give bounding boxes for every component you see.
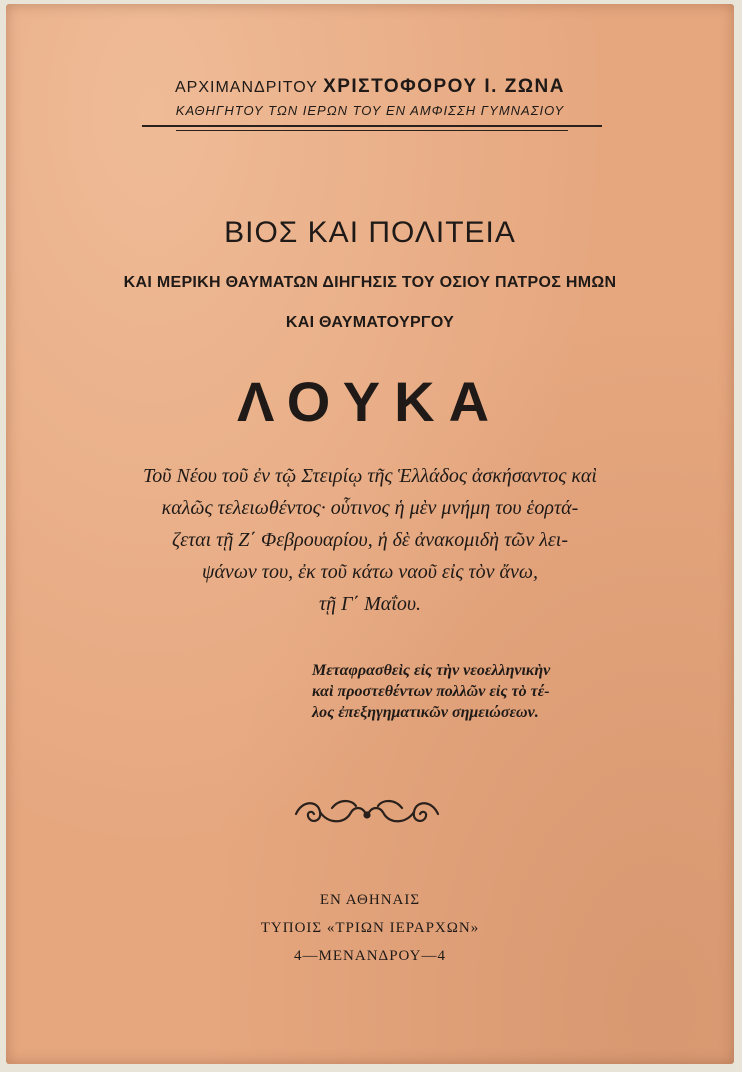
imprint-place: ΕΝ ΑΘΗΝΑΙΣ <box>319 892 421 908</box>
description-line: Τοῦ Νέου τοῦ ἐν τῷ Στειρίῳ τῆς Ἑλλάδος ἀσκήσαντος καὶ <box>143 465 597 487</box>
description-line: ζεται τῇ Ζ΄ Φεβρουαρίου, ἡ δὲ ἀνακομιδὴ τῶν λει- <box>171 529 569 551</box>
author-title: ΚΑΘΗΓΗΤΟΥ ΤΩΝ ΙΕΡΩΝ ΤΟΥ ΕΝ ΑΜΦΙΣΣΗ ΓΥΜΝΑΣΙΟΥ <box>175 103 565 118</box>
title-main: ΒΙΟΣ ΚΑΙ ΠΟΛΙΤΕΙΑ <box>224 216 516 249</box>
book-cover <box>6 4 734 1064</box>
header-rule-thin <box>176 130 568 131</box>
description-line: τῇ Γ΄ Μαΐου. <box>318 593 421 615</box>
author-line <box>6 76 734 98</box>
description-line: ψάνων του, ἐκ τοῦ κάτω ναοῦ εἰς τὸν ἄνω, <box>202 561 538 583</box>
header-rule <box>142 125 602 127</box>
author-name: ΧΡΙΣΤΟΦΟΡΟΥ Ι. ΖΩΝΑ <box>323 76 565 97</box>
imprint-address: 4—ΜΕΝΑΝΔΡΟΥ—4 <box>294 948 446 964</box>
translation-note <box>312 660 642 723</box>
description-line: καλῶς τελειωθέντος· οὗτινος ἡ μὲν μνήμη του ἑορτά- <box>161 497 579 519</box>
scroll-flourish-icon <box>292 794 442 839</box>
note-line: λος ἐπεξηγηματικῶν σημειώσεων. <box>312 704 539 721</box>
note-line: καὶ προστεθέντων πολλῶν εἰς τὸ τέ- <box>312 683 550 700</box>
author-prefix: ΑΡΧΙΜΑΝΔΡΙΤΟΥ <box>174 79 318 96</box>
imprint-printer: ΤΥΠΟΙΣ «ΤΡΙΩΝ ΙΕΡΑΡΧΩΝ» <box>260 920 480 936</box>
title-subtitle-line2: ΚΑΙ ΘΑΥΜΑΤΟΥΡΓΟΥ <box>285 314 455 331</box>
description <box>6 460 734 620</box>
title-subtitle-line1: ΚΑΙ ΜΕΡΙΚΗ ΘΑΥΜΑΤΩΝ ΔΙΗΓΗΣΙΣ ΤΟΥ ΟΣΙΟΥ ΠΑΤΡΟΣ ΗΜΩΝ <box>123 274 617 291</box>
note-line: Μεταφρασθεὶς εἰς τὴν νεοελληνικὴν <box>312 662 551 679</box>
saint-name: ΛΟΥΚΑ <box>236 370 504 433</box>
